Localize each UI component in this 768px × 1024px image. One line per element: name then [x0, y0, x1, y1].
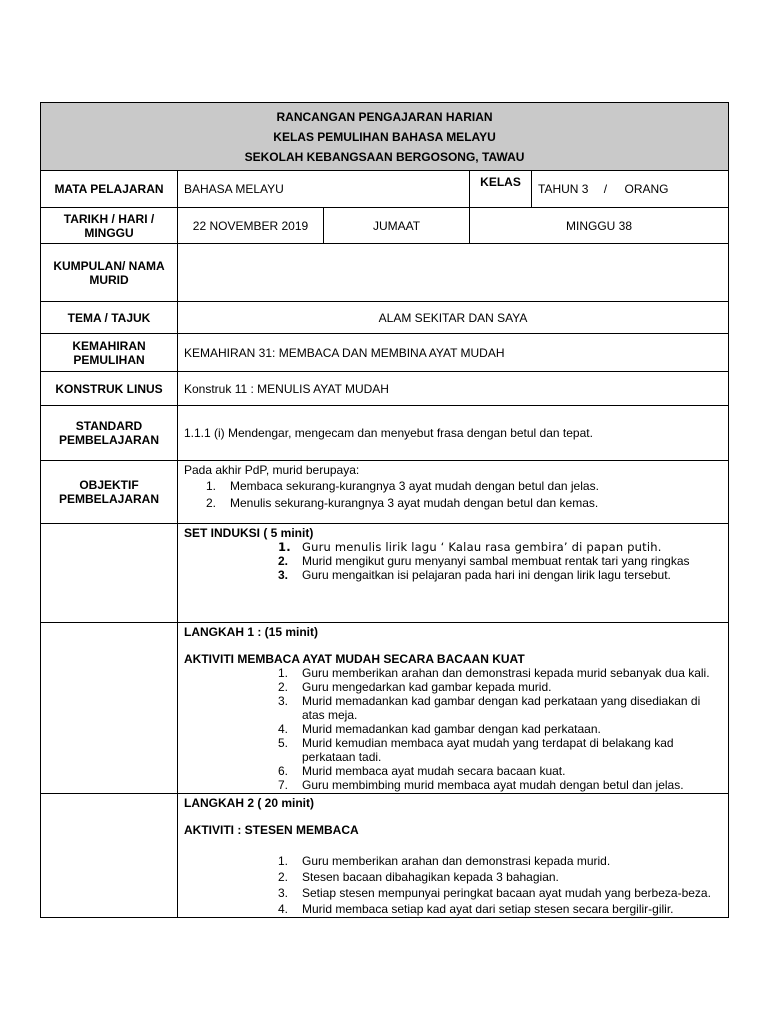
- group-label: [41, 244, 178, 302]
- group-value: [178, 244, 729, 302]
- standard-value: 1.1.1 (i) Mendengar, mengecam dan menyebut frasa dengan betul dan tepat.: [178, 406, 729, 461]
- item-number: 6.: [278, 764, 289, 778]
- step2-label-cell: [41, 794, 178, 918]
- step2-list: [278, 853, 722, 917]
- class-year: TAHUN 3: [538, 182, 589, 196]
- list-item: [278, 680, 722, 694]
- objective-label-line2: PEMBELAJARAN: [58, 492, 159, 506]
- step1-row: [41, 623, 729, 794]
- item-text: Menulis sekurang-kurangnya 3 ayat mudah dengan betul dan kemas.: [230, 496, 599, 510]
- class-count: ORANG: [624, 182, 669, 196]
- skill-label-line1: KEMAHIRAN: [72, 338, 146, 353]
- class-value: [532, 171, 729, 208]
- class-separator: /: [603, 182, 608, 196]
- skill-row: [41, 334, 729, 372]
- induction-label-cell: [41, 524, 178, 623]
- day-value: JUMAAT: [324, 208, 470, 244]
- item-number: 2.: [278, 680, 289, 694]
- induction-row: [41, 524, 729, 623]
- header-class: KELAS PEMULIHAN BAHASA MELAYU: [273, 129, 496, 144]
- item-text: Murid kemudian membaca ayat mudah yang terdapat di belakang kad perkataan tadi.: [302, 736, 674, 764]
- list-item: [278, 694, 722, 722]
- item-number: 3.: [278, 568, 289, 582]
- item-number: 1.: [278, 540, 291, 554]
- header-school: SEKOLAH KEBANGSAAN BERGOSONG, TAWAU: [244, 149, 525, 164]
- list-item: [278, 540, 722, 554]
- item-number: 2.: [278, 554, 289, 568]
- objective-intro: Pada akhir PdP, murid berupaya:: [184, 463, 360, 477]
- item-text: Guru mengedarkan kad gambar kepada murid.: [302, 680, 552, 694]
- standard-label-line1: STANDARD: [75, 419, 143, 433]
- item-text: Guru memberikan arahan dan demonstrasi kepada murid.: [302, 854, 611, 868]
- group-row: [41, 244, 729, 302]
- group-label-line1: KUMPULAN/ NAMA: [53, 258, 165, 273]
- objective-label-line1: OBJEKTIF: [79, 478, 139, 492]
- item-text: Guru memberikan arahan dan demonstrasi kepada murid sebanyak dua kali.: [302, 666, 710, 680]
- induction-title: SET INDUKSI ( 5 minit): [184, 526, 314, 540]
- step1-list: [278, 666, 722, 792]
- step2-row: [41, 794, 729, 918]
- list-item: [278, 736, 722, 764]
- lesson-plan-table: [40, 102, 729, 918]
- item-number: 1.: [206, 479, 217, 493]
- list-item: [278, 885, 722, 901]
- construct-label: KONSTRUK LINUS: [41, 372, 178, 406]
- standard-label-line2: PEMBELAJARAN: [58, 433, 159, 447]
- item-text: Guru menulis lirik lagu ‘ Kalau rasa gembira’ di papan putih.: [302, 540, 662, 554]
- standard-label: [41, 406, 178, 461]
- construct-value: Konstruk 11 : MENULIS AYAT MUDAH: [178, 372, 729, 406]
- item-number: 4.: [278, 902, 289, 916]
- list-item: [278, 764, 722, 778]
- item-number: 3.: [278, 886, 289, 900]
- list-item: [278, 666, 722, 680]
- item-number: 2.: [278, 870, 289, 884]
- list-item: [206, 478, 722, 495]
- induction-content: [178, 524, 729, 623]
- item-text: Murid memadankan kad gambar dengan kad perkataan yang disediakan di atas meja.: [302, 694, 701, 722]
- list-item: [278, 722, 722, 736]
- item-text: Membaca sekurang-kurangnya 3 ayat mudah dengan betul dan jelas.: [230, 479, 599, 493]
- standard-row: [41, 406, 729, 461]
- step2-content: [178, 794, 729, 918]
- lesson-plan-document: [40, 102, 728, 918]
- step1-activity: AKTIVITI MEMBACA AYAT MUDAH SECARA BACAAN KUAT: [184, 652, 525, 666]
- objective-row: [41, 461, 729, 524]
- subject-row: [41, 171, 729, 208]
- item-number: 5.: [278, 736, 289, 750]
- list-item: [278, 901, 722, 917]
- list-item: [278, 778, 722, 792]
- skill-label-line2: PEMULIHAN: [73, 352, 145, 367]
- item-number: 2.: [206, 496, 217, 510]
- list-item: [278, 853, 722, 869]
- objective-content: [178, 461, 729, 524]
- item-text: Murid mengikut guru menyanyi sambal membuat rentak tari yang ringkas: [302, 554, 690, 568]
- item-text: Setiap stesen mempunyai peringkat bacaan ayat mudah yang berbeza-beza.: [302, 886, 711, 900]
- week-value: MINGGU 38: [470, 208, 729, 244]
- date-label-line1: TARIKH / HARI /: [63, 211, 155, 226]
- class-label: KELAS: [470, 171, 532, 208]
- item-text: Guru membimbing murid membaca ayat mudah dengan betul dan jelas.: [302, 778, 684, 792]
- item-text: Murid memadankan kad gambar dengan kad perkataan.: [302, 722, 601, 736]
- step2-title: LANGKAH 2 ( 20 minit): [184, 796, 315, 810]
- step1-title: LANGKAH 1 : (15 minit): [184, 625, 319, 639]
- date-label-line2: MINGGU: [84, 225, 134, 240]
- item-text: Guru mengaitkan isi pelajaran pada hari ini dengan lirik lagu tersebut.: [302, 568, 671, 582]
- header-title: RANCANGAN PENGAJARAN HARIAN: [276, 109, 493, 124]
- subject-value: BAHASA MELAYU: [178, 171, 470, 208]
- induction-list: [278, 540, 722, 582]
- group-label-line2: MURID: [89, 272, 129, 287]
- step1-content: [178, 623, 729, 794]
- item-number: 7.: [278, 778, 289, 792]
- header-row: [41, 103, 729, 171]
- item-number: 4.: [278, 722, 289, 736]
- list-item: [278, 568, 722, 582]
- item-text: Stesen bacaan dibahagikan kepada 3 bahagian.: [302, 870, 559, 884]
- date-value: 22 NOVEMBER 2019: [178, 208, 324, 244]
- objective-label: [41, 461, 178, 524]
- skill-value: KEMAHIRAN 31: MEMBACA DAN MEMBINA AYAT MUDAH: [178, 334, 729, 372]
- item-text: Murid membaca setiap kad ayat dari setiap stesen secara bergilir-gilir.: [302, 902, 674, 916]
- step2-activity: AKTIVITI : STESEN MEMBACA: [184, 823, 359, 837]
- document-header: [41, 103, 729, 171]
- skill-label: [41, 334, 178, 372]
- item-number: 1.: [278, 666, 289, 680]
- date-label: [41, 208, 178, 244]
- step1-label-cell: [41, 623, 178, 794]
- item-text: Murid membaca ayat mudah secara bacaan kuat.: [302, 764, 566, 778]
- theme-value: ALAM SEKITAR DAN SAYA: [178, 302, 729, 334]
- date-row: [41, 208, 729, 244]
- theme-row: [41, 302, 729, 334]
- objective-list: [206, 478, 722, 512]
- item-number: 1.: [278, 854, 289, 868]
- subject-label: MATA PELAJARAN: [41, 171, 178, 208]
- item-number: 3.: [278, 694, 289, 708]
- theme-label: TEMA / TAJUK: [41, 302, 178, 334]
- list-item: [278, 554, 722, 568]
- construct-row: [41, 372, 729, 406]
- list-item: [206, 495, 722, 512]
- list-item: [278, 869, 722, 885]
